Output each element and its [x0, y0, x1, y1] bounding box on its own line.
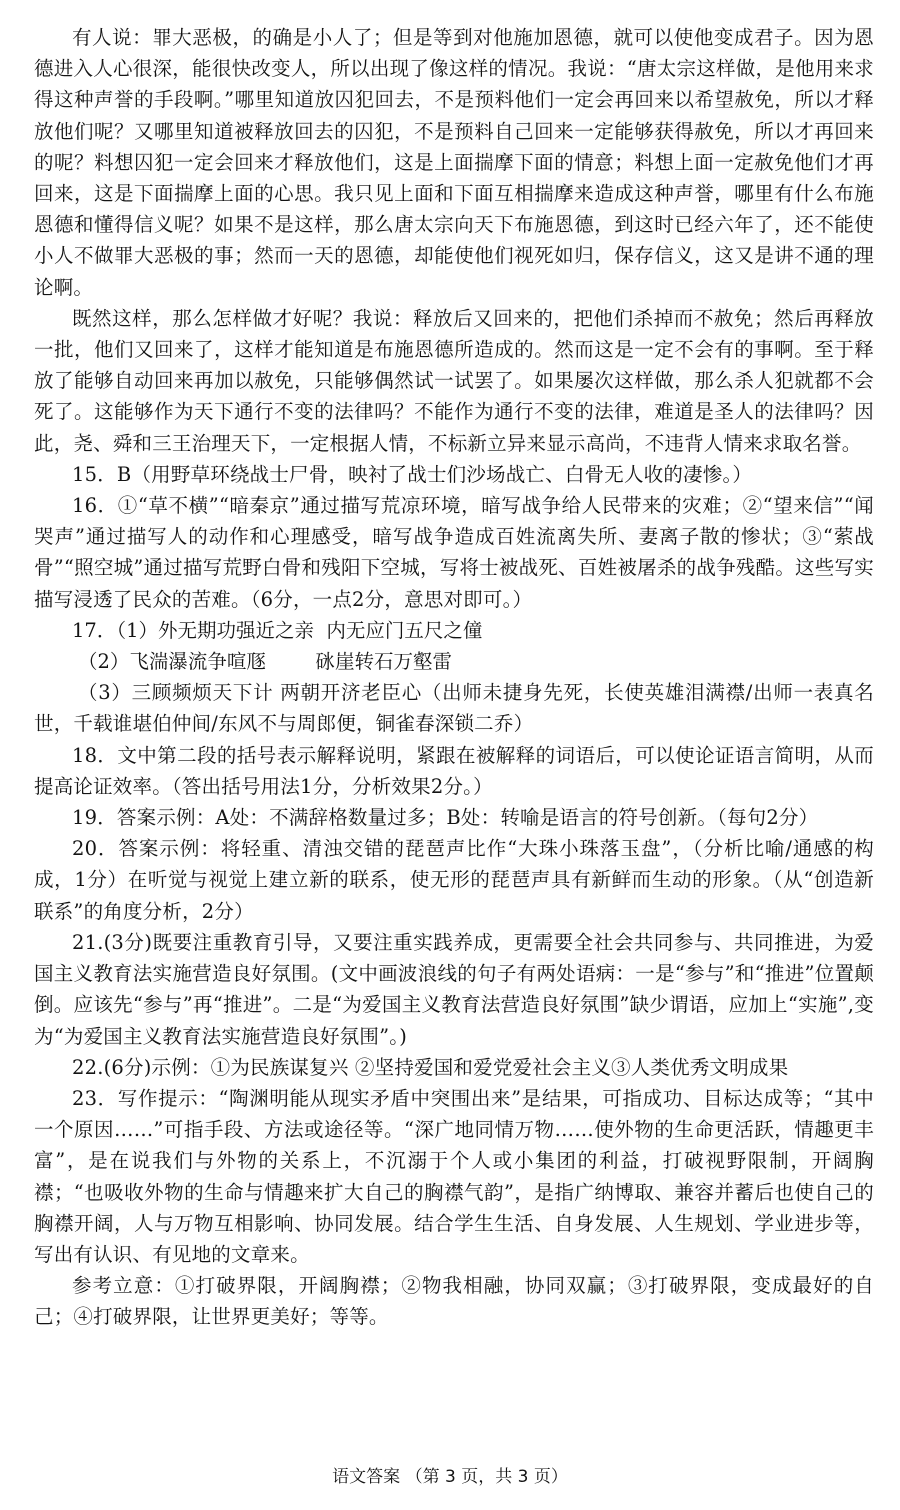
answer-22: 22.(6分)示例：①为民族谋复兴 ②坚持爱国和爱党爱社会主义③人类优秀文明成果	[72, 1055, 789, 1079]
reference-themes: 参考立意：①打破界限，开阔胸襟；②物我相融，协同双赢；③打破界限，变成最好的自己；④打破界限，让世界更美好；等等。	[34, 1274, 874, 1329]
answer-16: 16．①“草不横”“暗秦京”通过描写荒凉环境，暗写战争给人民带来的灾难；②“望来信”“闻哭声”通过描写人的动作和心理感受，暗写战争造成百姓流离失所、妻离子散的惨状；③“萦战骨”“照空城”通过描写荒野白骨和残阳下空城，写将士被战死、百姓被屠杀的战争残酷。这些写实描写浸透了民众的苦难。（6分，一点2分，意思对即可。）	[34, 494, 874, 611]
answer-17-part-2: （2）飞湍瀑流争喧豗 砯崖转石万壑雷	[78, 650, 452, 674]
page-content	[34, 22, 874, 1333]
answer-18: 18．文中第二段的括号表示解释说明，紧跟在被解释的词语后，可以使论证语言简明，从而提高论证效率。（答出括号用法1分，分析效果2分。）	[34, 743, 874, 798]
answer-15: 15．B（用野草环绕战士尸骨，映衬了战士们沙场战亡、白骨无人收的凄惨。）	[72, 462, 753, 486]
answer-17-part-1: 17．（1）外无期功强近之亲 内无应门五尺之僮	[72, 618, 483, 642]
answer-19: 19．答案示例：A处：不满辞格数量过多；B处：转喻是语言的符号创新。（每句2分）	[72, 806, 819, 830]
translation-paragraph-2: 既然这样，那么怎样做才好呢？我说：释放后又回来的，把他们杀掉而不赦免；然后再释放一批，他们又回来了，这样才能知道是布施恩德所造成的。然而这是一定不会有的事啊。至于释放了能够自动回来再加以赦免，只能够偶然试一试罢了。如果屡次这样做，那么杀人犯就都不会死了。这能够作为天下通行不变的法律吗？不能作为通行不变的法律，难道是圣人的法律吗？因此，尧、舜和三王治理天下，一定根据人情，不标新立异来显示高尚，不违背人情来求取名誉。	[34, 306, 874, 455]
answer-17-part-3: （3）三顾频烦天下计 两朝开济老臣心（出师未捷身先死，长使英雄泪满襟/出师一表真名世，千载谁堪伯仲间/东风不与周郎便，铜雀春深锁二乔）	[34, 681, 874, 736]
answer-20: 20．答案示例：将轻重、清浊交错的琵琶声比作“大珠小珠落玉盘”，（分析比喻/通感的构成，1分）在听觉与视觉上建立新的联系，使无形的琵琶声具有新鲜而生动的形象。（从“创造新联系”的角度分析，2分）	[34, 837, 874, 923]
answer-21: 21.(3分)既要注重教育引导，又要注重实践养成，更需要全社会共同参与、共同推进，为爱国主义教育法实施营造良好氛围。(文中画波浪线的句子有两处语病：一是“参与”和“推进”位置颠倒。应该先“参与”再“推进”。二是“为爱国主义教育法营造良好氛围”缺少谓语，应加上“实施”,变为“为爱国主义教育法实施营造良好氛围”。)	[34, 930, 874, 1048]
page-footer: 语文答案 （第 3 页，共 3 页）	[332, 1467, 568, 1487]
answer-23: 23．写作提示：“陶渊明能从现实矛盾中突围出来”是结果，可指成功、目标达成等；“其中一个原因……”可指手段、方法或途径等。“深广地同情万物……使外物的生命更活跃，情趣更丰富”，是在说我们与外物的关系上，不沉溺于个人或小集团的利益，打破视野限制，开阔胸襟；“也吸收外物的生命与情趣来扩大自己的胸襟气韵”，是指广纳博取、兼容并蓄后也使自己的胸襟开阔，人与万物互相影响、协同发展。结合学生生活、自身发展、人生规划、学业进步等，写出有认识、有见地的文章来。	[34, 1086, 874, 1266]
translation-paragraph-1: 有人说：罪大恶极，的确是小人了；但是等到对他施加恩德，就可以使他变成君子。因为恩德进入人心很深，能很快改变人，所以出现了像这样的情况。我说：“唐太宗这样做，是他用来求得这种声誉的手段啊。”哪里知道放囚犯回去，不是预料他们一定会再回来以希望赦免，所以才释放他们呢？又哪里知道被释放回去的囚犯，不是预料自己回来一定能够获得赦免，所以才再回来的呢？料想囚犯一定会回来才释放他们，这是上面揣摩下面的情意；料想上面一定赦免他们才再回来，这是下面揣摩上面的心思。我只见上面和下面互相揣摩来造成这种声誉，哪里有什么布施恩德和懂得信义呢？如果不是这样，那么唐太宗向天下布施恩德，到这时已经六年了，还不能使小人不做罪大恶极的事；然而一天的恩德，却能使他们视死如归，保存信义，这又是讲不通的理论啊。	[34, 26, 874, 299]
